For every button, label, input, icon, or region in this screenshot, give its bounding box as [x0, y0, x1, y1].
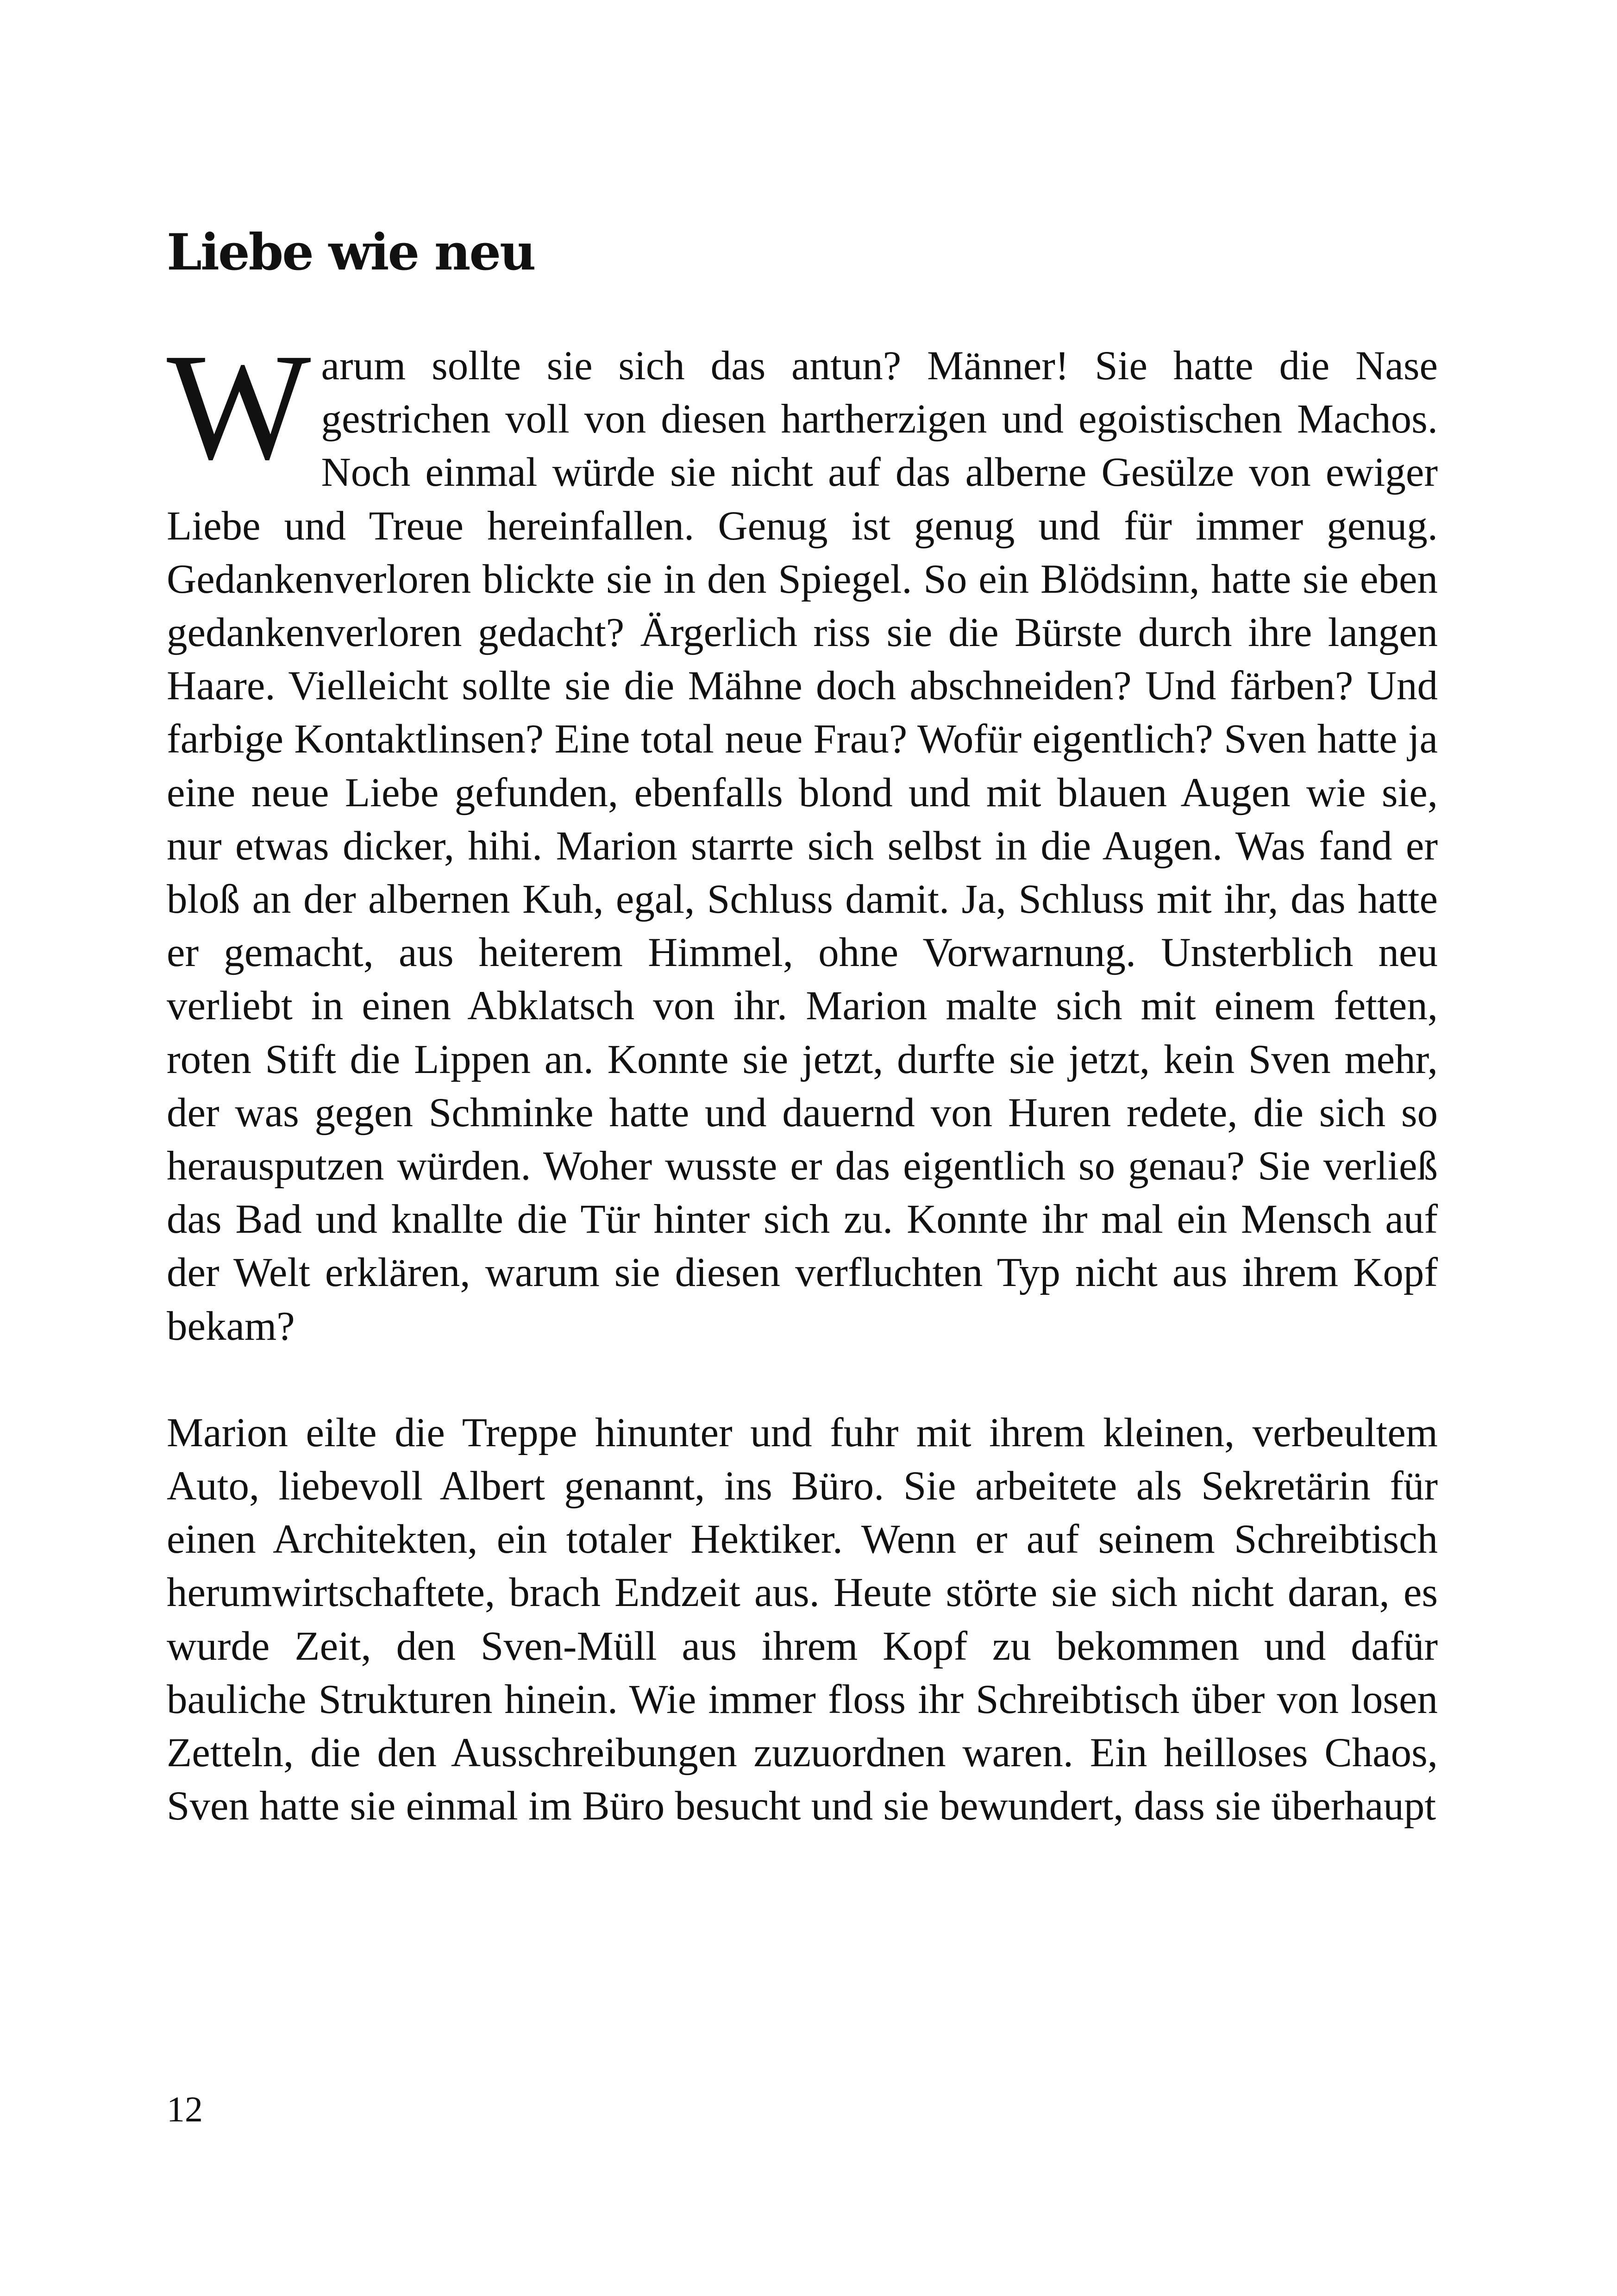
page-content	[167, 218, 1438, 1833]
paragraph-1-text: arum sollte sie sich das antun? Männer! Sie hatte die Nase gestrichen voll von diesen hartherzigen und egoistischen Machos. Noch einmal würde sie nicht auf das alberne Gesülze von ewiger Liebe und Treue hereinfallen. Genug ist genug und für immer genug. Gedankenverloren blickte sie in den Spiegel. So ein Blödsinn, hatte sie eben gedankenverloren gedacht? Ärgerlich riss sie die Bürste durch ihre langen Haare. Vielleicht sollte sie die Mähne doch abschneiden? Und färben? Und farbige Kontaktlinsen? Eine total neue Frau? Wofür eigentlich? Sven hatte ja eine neue Liebe gefunden, ebenfalls blond und mit blauen Augen wie sie, nur etwas dicker, hihi. Marion starrte sich selbst in die Augen. Was fand er bloß an der albernen Kuh, egal, Schluss damit. Ja, Schluss mit ihr, das hatte er gemacht, aus heiterem Himmel, ohne Vorwarnung. Unsterblich neu verliebt in einen Abklatsch von ihr. Marion malte sich mit einem fetten, roten Stift die Lippen an. Konnte sie jetzt, durfte sie jetzt, kein Sven mehr, der was gegen Schminke hatte und dauernd von Huren redete, die sich so herausputzen würden. Woher wusste er das eigentlich so genau? Sie verließ das Bad und knallte die Tür hinter sich zu. Konnte ihr mal ein Mensch auf der Welt erklären, warum sie diesen verfluchten Typ nicht aus ihrem Kopf bekam?	[167, 343, 1438, 1349]
drop-cap: W	[167, 322, 311, 491]
paragraph-2: Marion eilte die Treppe hinunter und fuhr mit ihrem kleinen, verbeultem Auto, liebevoll Albert genannt, ins Büro. Sie arbeitete als Sekretärin für einen Architekten, ein totaler Hektiker. Wenn er auf seinem Schreibtisch herumwirtschaftete, brach Endzeit aus. Heute störte sie sich nicht daran, es wurde Zeit, den Sven-Müll aus ihrem Kopf zu bekommen und dafür bauliche Strukturen hinein. Wie immer floss ihr Schreibtisch über von losen Zetteln, die den Ausschreibungen zuzuordnen waren. Ein heilloses Chaos, Sven hatte sie einmal im Büro besucht und sie bewundert, dass sie überhaupt	[167, 1410, 1438, 1829]
page-number: 12	[167, 2089, 203, 2129]
chapter-title: Liebe wie neu	[167, 223, 535, 282]
paragraph-1	[167, 322, 1438, 1353]
